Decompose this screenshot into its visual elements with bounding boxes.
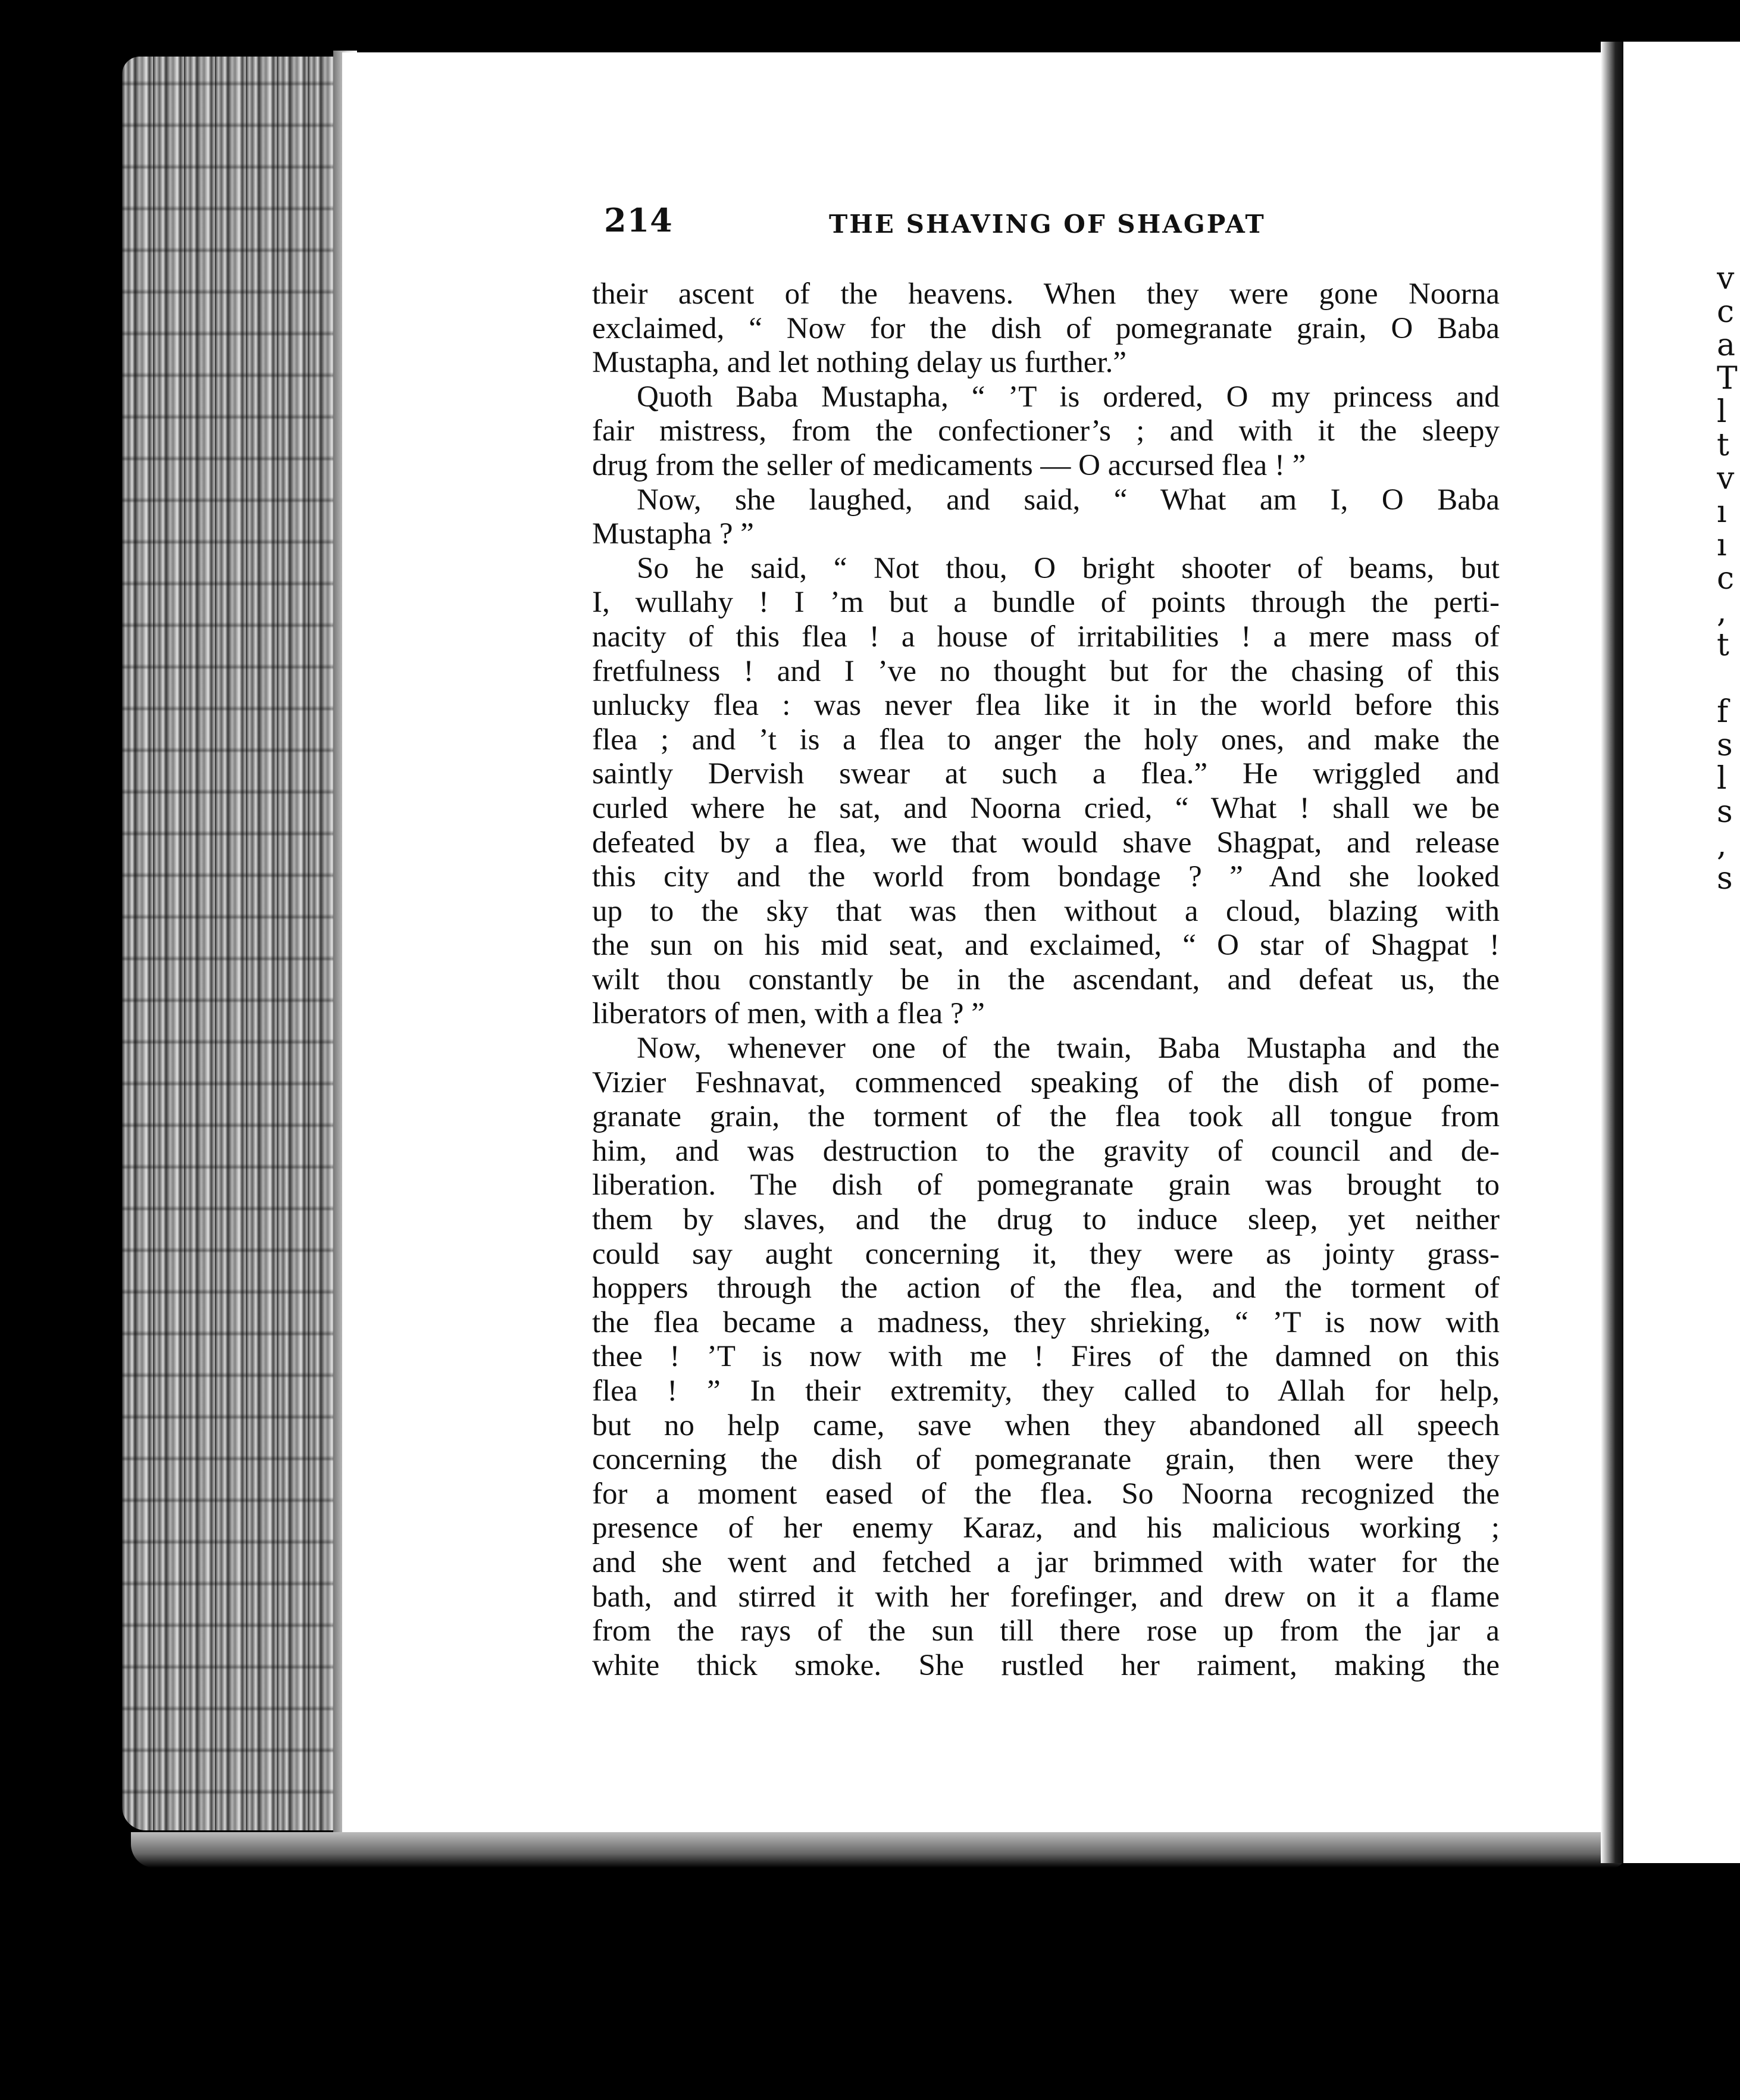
text-line: wilt thou constantly be in the ascendant, and defeat us, the xyxy=(592,962,1500,996)
text-line: this city and the world from bondage ? ” And she looked xyxy=(592,860,1500,894)
text-line: fair mistress, from the confectioner’s ; and with it the sleepy xyxy=(592,414,1500,448)
text-line: their ascent of the heavens. When they were gone Noorna xyxy=(592,277,1500,311)
text-line: exclaimed, “ Now for the dish of pomegranate grain, O Baba xyxy=(592,311,1500,345)
text-line: him, and was destruction to the gravity of council and de- xyxy=(592,1134,1500,1168)
text-line: Now, she laughed, and said, “ What am I, O Baba xyxy=(637,483,1500,517)
text-line: unlucky flea : was never flea like it in the world before this xyxy=(592,689,1500,723)
text-line: white thick smoke. She rustled her raiment, making the xyxy=(592,1648,1500,1682)
text-line: I, wullahy ! I ’m but a bundle of points through the perti- xyxy=(592,586,1500,620)
running-title: THE SHAVING OF SHAGPAT xyxy=(829,210,1266,239)
text-line: hoppers through the action of the flea, and the torment of xyxy=(592,1271,1500,1305)
text-line: the sun on his mid seat, and exclaimed, “ O star of Shagpat ! xyxy=(592,929,1500,962)
text-line: from the rays of the sun till there rose up from the jar a xyxy=(592,1614,1500,1648)
text-line: up to the sky that was then without a cloud, blazing with xyxy=(592,894,1500,928)
book-fore-edge xyxy=(122,57,357,1830)
body-text xyxy=(592,277,1500,1683)
text-line: them by slaves, and the drug to induce sleep, yet neither xyxy=(592,1203,1500,1237)
text-line: fretfulness ! and I ’ve no thought but for the chasing of this xyxy=(592,654,1500,688)
text-line: presence of her enemy Karaz, and his malicious working ; xyxy=(592,1511,1500,1545)
text-line: flea ; and ’t is a flea to anger the holy ones, and make the xyxy=(592,723,1500,757)
text-line: curled where he sat, and Noorna cried, “ What ! shall we be xyxy=(592,791,1500,825)
text-line: nacity of this flea ! a house of irritabilities ! a mere mass of xyxy=(592,620,1500,654)
facing-page-text-fragment: v c a T l t v ı ı c , t f s l s , s xyxy=(1717,262,1738,895)
text-line: could say aught concerning it, they were as jointy grass- xyxy=(592,1237,1500,1271)
text-line: defeated by a flea, we that would shave Shagpat, and release xyxy=(592,826,1500,860)
book-bottom-edge xyxy=(131,1832,1625,1868)
text-line: and she went and fetched a jar brimmed with water for the xyxy=(592,1545,1500,1579)
text-line: saintly Dervish swear at such a flea.” He wriggled and xyxy=(592,757,1500,791)
running-head xyxy=(604,201,1282,249)
text-line: Quoth Baba Mustapha, “ ’T is ordered, O my princess and xyxy=(637,380,1500,414)
text-line: the flea became a madness, they shrieking, “ ’T is now with xyxy=(592,1305,1500,1339)
text-line: Mustapha ? ” xyxy=(592,517,754,551)
text-line: Now, whenever one of the twain, Baba Mustapha and the xyxy=(637,1032,1500,1065)
text-line: thee ! ’T is now with me ! Fires of the damned on this xyxy=(592,1340,1500,1374)
text-line: Vizier Feshnavat, commenced speaking of the dish of pome- xyxy=(592,1065,1500,1099)
text-line: Mustapha, and let nothing delay us further.” xyxy=(592,346,1126,380)
text-line: concerning the dish of pomegranate grain, then were they xyxy=(592,1443,1500,1477)
text-line: flea ! ” In their extremity, they called to Allah for help, xyxy=(592,1374,1500,1408)
text-line: for a moment eased of the flea. So Noorna recognized the xyxy=(592,1477,1500,1511)
text-line: liberators of men, with a flea ? ” xyxy=(592,997,985,1031)
text-line: bath, and stirred it with her forefinger, and drew on it a flame xyxy=(592,1580,1500,1614)
text-line: granate grain, the torment of the flea took all tongue from xyxy=(592,1100,1500,1134)
text-line: drug from the seller of medicaments — O accursed flea ! ” xyxy=(592,448,1306,482)
page-number: 214 xyxy=(604,201,673,239)
text-line: but no help came, save when they abandoned all speech xyxy=(592,1408,1500,1442)
text-line: liberation. The dish of pomegranate grain was brought to xyxy=(592,1168,1500,1202)
text-line: So he said, “ Not thou, O bright shooter of beams, but xyxy=(637,551,1500,585)
